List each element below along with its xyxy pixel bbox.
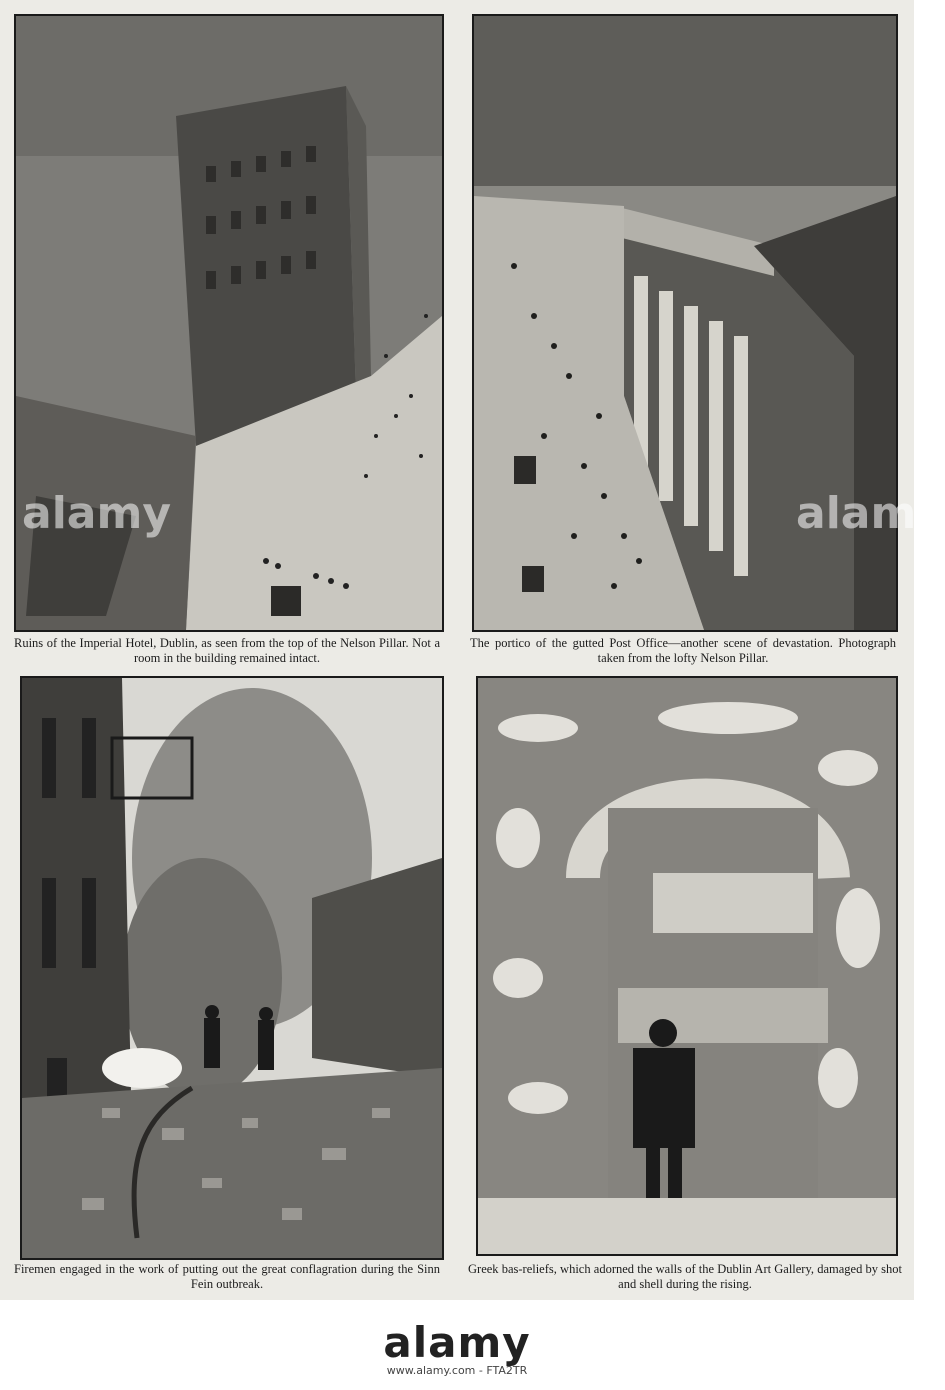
- photo-post-office: [472, 14, 898, 632]
- watermark-left: alamy: [22, 488, 171, 539]
- photo-imperial-hotel: [14, 14, 444, 632]
- caption-bas-reliefs: Greek bas-reliefs, which adorned the walls of the Dublin Art Gallery, damaged by shot and shell during the rising.: [468, 1262, 902, 1291]
- alamy-logo: alamy: [383, 1318, 531, 1367]
- caption-post-office: The portico of the gutted Post Office—another scene of devastation. Photograph taken from the lofty Nelson Pillar.: [470, 636, 896, 665]
- caption-imperial-hotel: Ruins of the Imperial Hotel, Dublin, as seen from the top of the Nelson Pillar. Not a room in the building remained intact.: [14, 636, 440, 665]
- photo-bas-reliefs: [476, 676, 898, 1256]
- caption-firemen: Firemen engaged in the work of putting out the great conflagration during the Sinn Fein outbreak.: [14, 1262, 440, 1291]
- stock-id-text: www.alamy.com - FTA2TR: [386, 1364, 528, 1377]
- watermark-right: alamy: [796, 488, 945, 539]
- photo-firemen: [20, 676, 444, 1260]
